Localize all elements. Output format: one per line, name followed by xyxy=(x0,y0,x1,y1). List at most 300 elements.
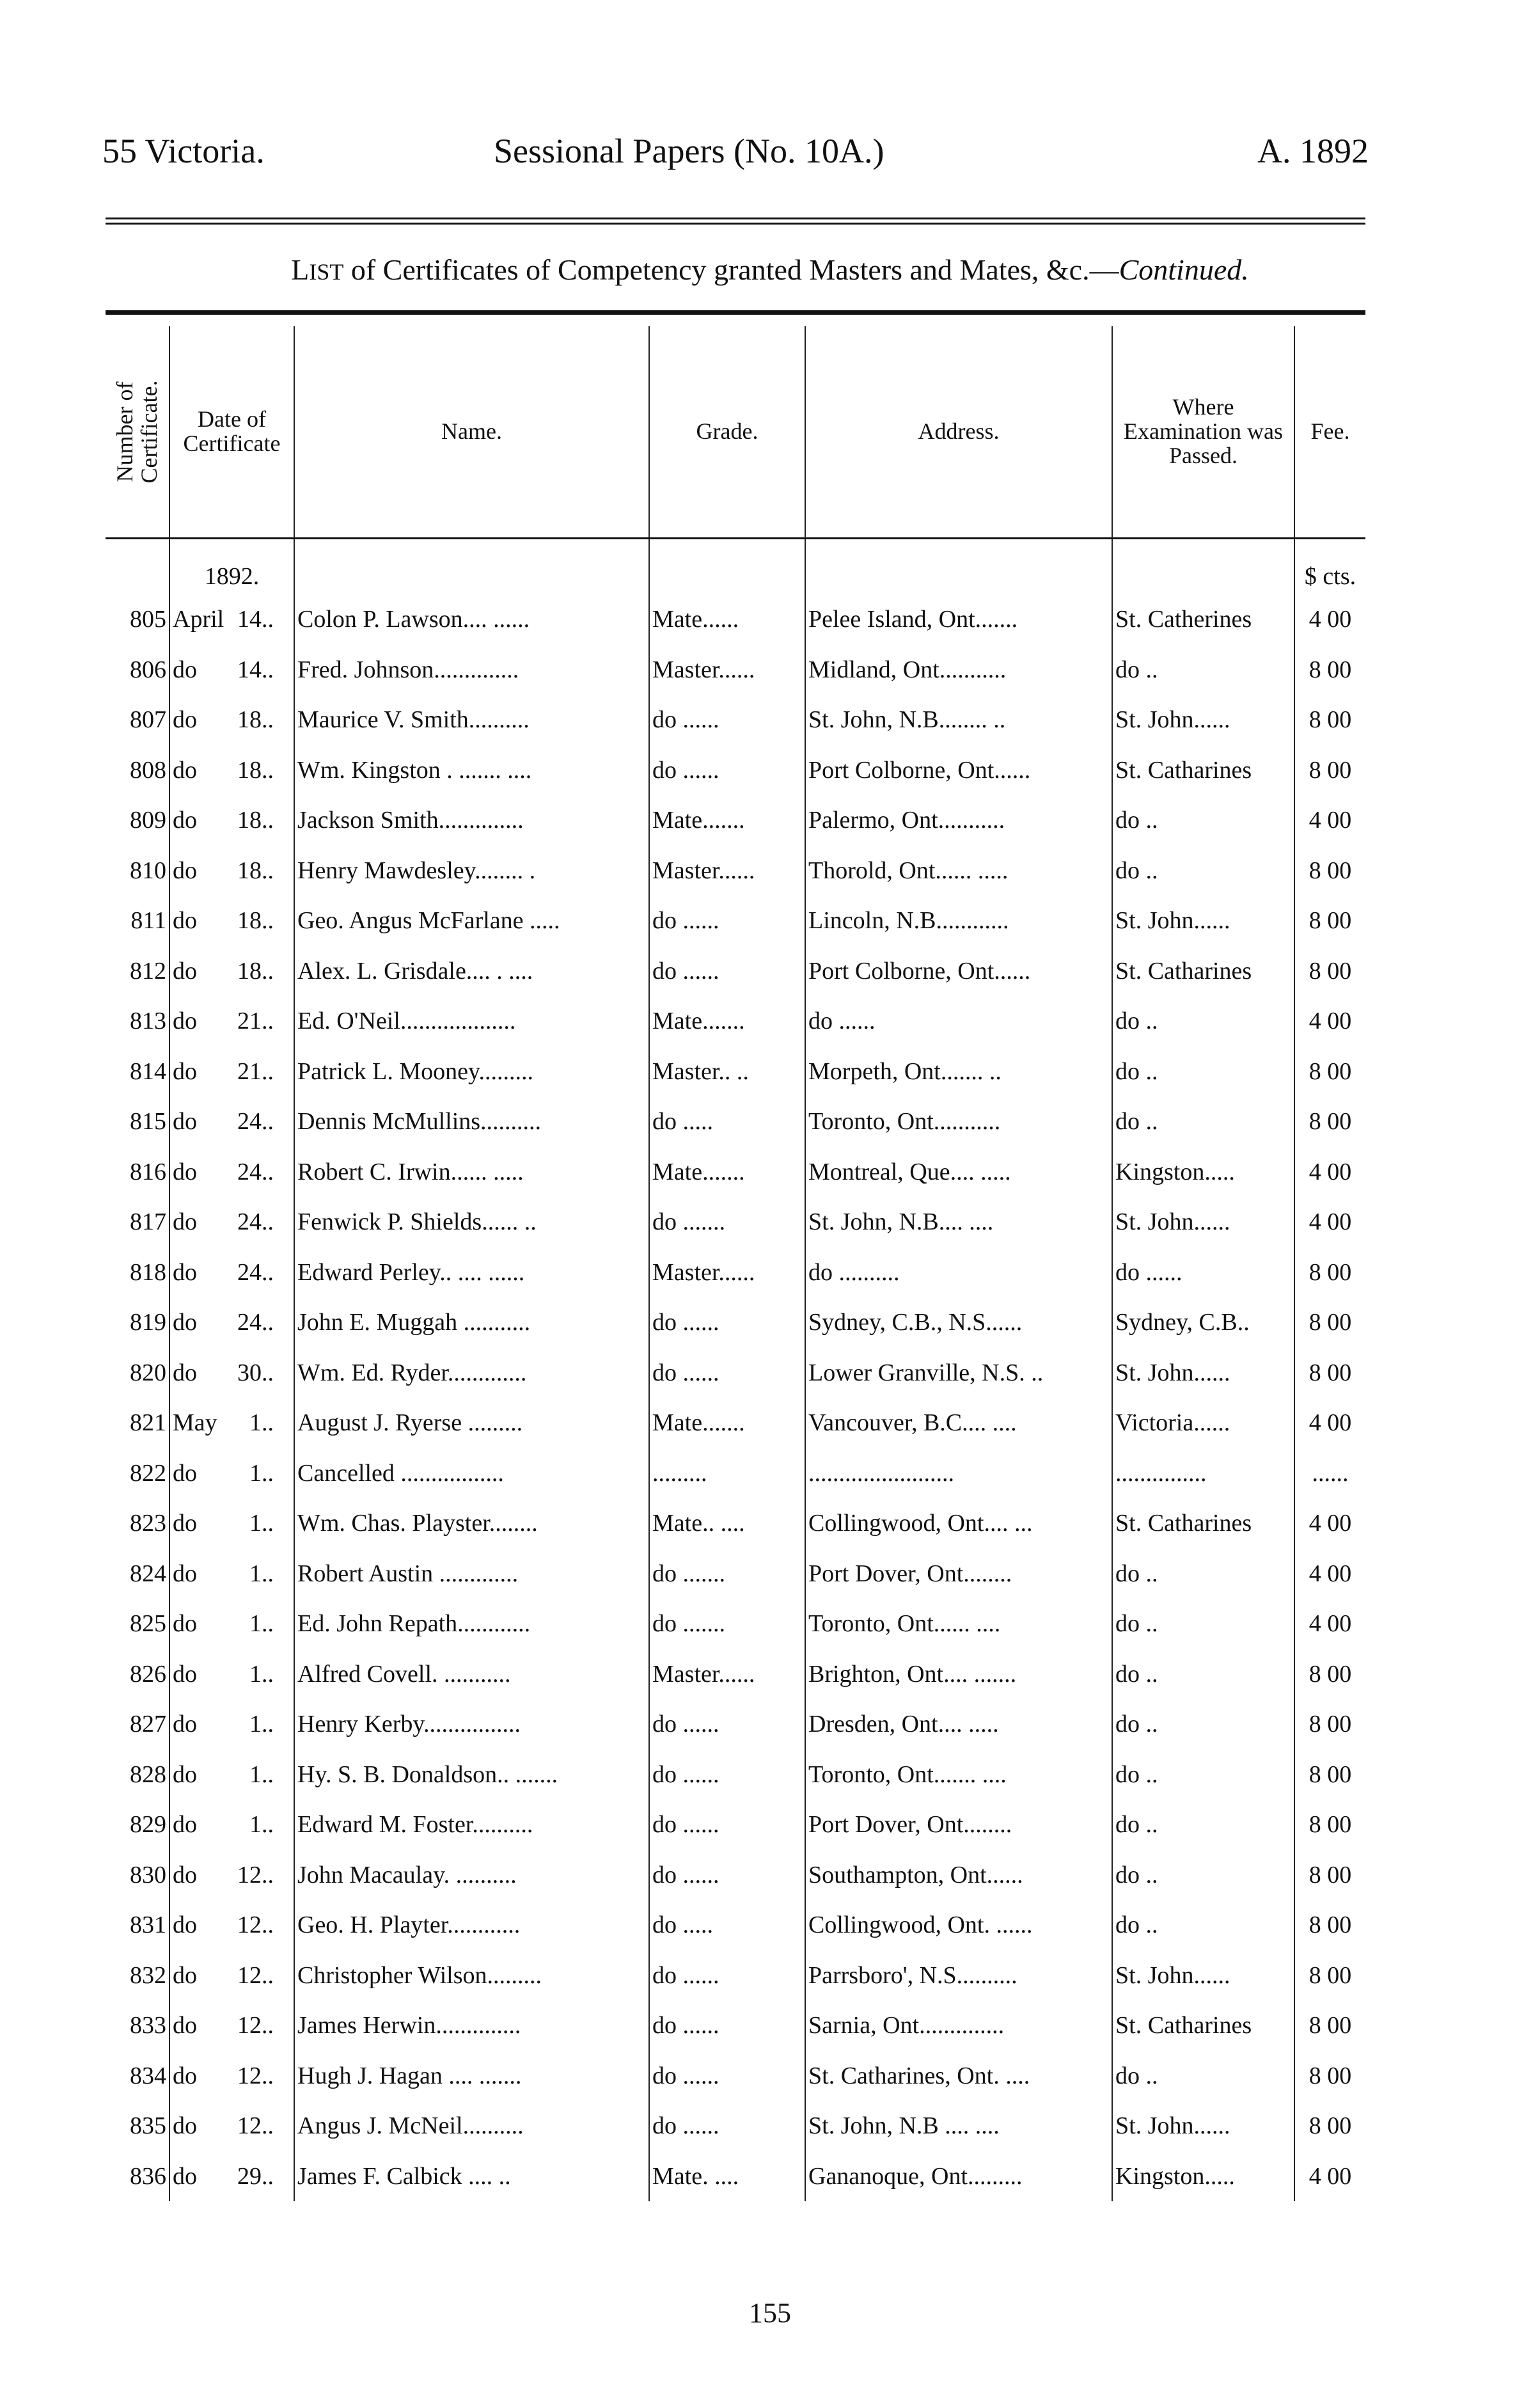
where-passed-cell: St. Catharines xyxy=(1112,745,1294,796)
address-cell: Pelee Island, Ont....... xyxy=(805,594,1112,645)
year-label: 1892. xyxy=(169,539,294,595)
grade-cell: do ...... xyxy=(649,1297,805,1348)
date-month: May xyxy=(173,1409,217,1437)
date-day: 30.. xyxy=(237,1359,274,1386)
date-month: do xyxy=(173,1108,197,1136)
date-day: 18.. xyxy=(237,706,274,734)
address-cell: Thorold, Ont...... ..... xyxy=(805,846,1112,896)
date-cell xyxy=(169,1900,294,1951)
grade-cell: ......... xyxy=(649,1448,805,1499)
date-cell xyxy=(169,946,294,997)
date-cell xyxy=(169,1398,294,1448)
publication-title: Sessional Papers (No. 10A.) xyxy=(494,132,884,170)
col-header-fee: Fee. xyxy=(1294,326,1365,539)
cert-number-cell: 816 xyxy=(130,1158,166,1185)
name-cell: Ed. John Repath............ xyxy=(294,1599,649,1649)
date-month: do xyxy=(173,857,197,884)
name-cell: August J. Ryerse ......... xyxy=(294,1398,649,1448)
where-passed-cell: Sydney, C.B.. xyxy=(1112,1297,1294,1348)
table-row xyxy=(106,1699,1365,1750)
date-day: 18.. xyxy=(237,857,274,884)
certificates-table xyxy=(106,326,1365,2201)
name-cell: Edward M. Foster.......... xyxy=(294,1800,649,1850)
fee-cell: 8 00 xyxy=(1294,1047,1365,1097)
date-cell xyxy=(169,1448,294,1499)
grade-cell: do ...... xyxy=(649,745,805,796)
where-passed-cell: St. John...... xyxy=(1112,1951,1294,2001)
date-day: 18.. xyxy=(237,807,274,834)
fee-cell: 8 00 xyxy=(1294,946,1365,997)
date-day: 12.. xyxy=(237,1861,274,1888)
date-cell xyxy=(169,1297,294,1348)
date-cell xyxy=(169,1247,294,1298)
cert-number-cell: 808 xyxy=(130,756,166,784)
fee-cell: 8 00 xyxy=(1294,2000,1365,2051)
fee-cell: 8 00 xyxy=(1294,1348,1365,1398)
cert-number-cell: 811 xyxy=(130,907,166,935)
col-header-where: Where Examination was Passed. xyxy=(1112,326,1294,539)
name-cell: Geo. Angus McFarlane ..... xyxy=(294,896,649,946)
grade-cell: do ...... xyxy=(649,1951,805,2001)
name-cell: John Macaulay. .......... xyxy=(294,1850,649,1901)
fee-cell: 4 00 xyxy=(1294,1197,1365,1247)
date-cell xyxy=(169,2101,294,2151)
col-header-grade: Grade. xyxy=(649,326,805,539)
fee-cell: 8 00 xyxy=(1294,1850,1365,1901)
where-passed-cell: St. Catharines xyxy=(1112,946,1294,997)
session-label: 55 Victoria. xyxy=(102,132,265,170)
grade-cell: do ....... xyxy=(649,1197,805,1247)
name-cell: James Herwin.............. xyxy=(294,2000,649,2051)
cert-number-cell: 805 xyxy=(130,606,166,633)
grade-cell: Master...... xyxy=(649,1247,805,1298)
address-cell: Port Colborne, Ont...... xyxy=(805,946,1112,997)
grade-cell: do ...... xyxy=(649,1800,805,1850)
date-day: 1.. xyxy=(249,1560,274,1587)
date-month: do xyxy=(173,656,197,683)
name-cell: Hugh J. Hagan .... ....... xyxy=(294,2051,649,2101)
fee-cell: 8 00 xyxy=(1294,2101,1365,2151)
name-cell: Wm. Ed. Ryder............. xyxy=(294,1348,649,1398)
date-day: 12.. xyxy=(237,1961,274,1989)
grade-cell: do ...... xyxy=(649,2000,805,2051)
date-month: do xyxy=(173,807,197,834)
cert-number-cell: 810 xyxy=(130,857,166,884)
grade-cell: Mate....... xyxy=(649,795,805,846)
where-passed-cell: St. John...... xyxy=(1112,2101,1294,2151)
date-month: do xyxy=(173,1761,197,1788)
table-row xyxy=(106,1800,1365,1850)
date-day: 1.. xyxy=(249,1761,274,1788)
where-passed-cell: do ...... xyxy=(1112,1247,1294,1298)
address-cell: ........................ xyxy=(805,1448,1112,1499)
address-cell: Lower Granville, N.S. .. xyxy=(805,1348,1112,1398)
grade-cell: do ....... xyxy=(649,1599,805,1649)
date-cell xyxy=(169,2151,294,2202)
where-passed-cell: Victoria...... xyxy=(1112,1398,1294,1448)
fee-cell: ...... xyxy=(1294,1448,1365,1499)
date-day: 1.. xyxy=(249,1660,274,1688)
date-month: do xyxy=(173,1258,197,1286)
date-day: 12.. xyxy=(237,2112,274,2140)
header-rule-top xyxy=(106,218,1365,219)
date-cell xyxy=(169,996,294,1047)
grade-cell: Mate.. .... xyxy=(649,1498,805,1549)
address-cell: Toronto, Ont....... .... xyxy=(805,1750,1112,1800)
address-cell: Port Dover, Ont........ xyxy=(805,1549,1112,1599)
address-cell: Morpeth, Ont....... .. xyxy=(805,1047,1112,1097)
fee-cell: 4 00 xyxy=(1294,1498,1365,1549)
table-row xyxy=(106,946,1365,997)
year-row xyxy=(106,539,1365,595)
page-number: 155 xyxy=(749,2297,791,2329)
cert-number-cell: 830 xyxy=(130,1861,166,1888)
address-cell: St. John, N.B .... .... xyxy=(805,2101,1112,2151)
date-day: 14.. xyxy=(237,606,274,633)
fee-cell: 8 00 xyxy=(1294,745,1365,796)
list-heading: LIST of Certificates of Competency granted Masters and Mates, &c.—Continued. xyxy=(291,253,1249,286)
name-cell: Jackson Smith.............. xyxy=(294,795,649,846)
name-cell: John E. Muggah ........... xyxy=(294,1297,649,1348)
cert-number-cell: 806 xyxy=(130,656,166,683)
address-cell: Sarnia, Ont.............. xyxy=(805,2000,1112,2051)
cert-number-cell: 827 xyxy=(130,1711,166,1738)
address-cell: Lincoln, N.B............ xyxy=(805,896,1112,946)
cert-number-cell: 817 xyxy=(130,1208,166,1236)
cert-number-cell: 814 xyxy=(130,1057,166,1085)
date-cell xyxy=(169,1750,294,1800)
table-row xyxy=(106,1297,1365,1348)
date-month: do xyxy=(173,1510,197,1537)
date-day: 1.. xyxy=(249,1459,274,1487)
where-passed-cell: St. John...... xyxy=(1112,896,1294,946)
name-cell: Robert C. Irwin...... ..... xyxy=(294,1147,649,1198)
where-passed-cell: do .. xyxy=(1112,1649,1294,1700)
grade-cell: do ...... xyxy=(649,946,805,997)
address-cell: St. John, N.B.... .... xyxy=(805,1197,1112,1247)
where-passed-cell: do .. xyxy=(1112,1850,1294,1901)
table-row xyxy=(106,846,1365,896)
where-passed-cell: do .. xyxy=(1112,1549,1294,1599)
fee-cell: 8 00 xyxy=(1294,1900,1365,1951)
address-cell: Dresden, Ont.... ..... xyxy=(805,1699,1112,1750)
name-cell: Wm. Chas. Playster........ xyxy=(294,1498,649,1549)
fee-cell: 8 00 xyxy=(1294,1750,1365,1800)
grade-cell: do ...... xyxy=(649,1750,805,1800)
name-cell: Fred. Johnson.............. xyxy=(294,645,649,695)
date-cell xyxy=(169,1197,294,1247)
address-cell: Sydney, C.B., N.S...... xyxy=(805,1297,1112,1348)
grade-cell: do ...... xyxy=(649,896,805,946)
cert-number-cell: 812 xyxy=(130,957,166,985)
cert-number-cell: 822 xyxy=(130,1459,166,1487)
cert-number-cell: 828 xyxy=(130,1761,166,1788)
date-day: 21.. xyxy=(237,1057,274,1085)
table-row xyxy=(106,996,1365,1047)
fee-cell: 8 00 xyxy=(1294,1649,1365,1700)
table-row xyxy=(106,795,1365,846)
table-row xyxy=(106,1247,1365,1298)
table-row xyxy=(106,1448,1365,1499)
where-passed-cell: do .. xyxy=(1112,2051,1294,2101)
date-day: 18.. xyxy=(237,957,274,985)
grade-cell: Master.. .. xyxy=(649,1047,805,1097)
grade-cell: do ....... xyxy=(649,1549,805,1599)
grade-cell: do ...... xyxy=(649,1850,805,1901)
fee-cell: 8 00 xyxy=(1294,846,1365,896)
date-month: do xyxy=(173,957,197,985)
table-row xyxy=(106,1900,1365,1951)
where-passed-cell: do .. xyxy=(1112,1699,1294,1750)
year-label: A. 1892 xyxy=(1257,132,1369,170)
address-cell: Midland, Ont........... xyxy=(805,645,1112,695)
table-row xyxy=(106,1649,1365,1700)
table-row xyxy=(106,2151,1365,2202)
date-day: 24.. xyxy=(237,1108,274,1136)
grade-cell: Mate....... xyxy=(649,1147,805,1198)
cert-number-cell: 834 xyxy=(130,2062,166,2089)
date-cell xyxy=(169,1348,294,1398)
date-cell xyxy=(169,2000,294,2051)
where-passed-cell: do .. xyxy=(1112,795,1294,846)
table-row xyxy=(106,1951,1365,2001)
date-cell xyxy=(169,1699,294,1750)
grade-cell: do ...... xyxy=(649,1348,805,1398)
fee-cell: 4 00 xyxy=(1294,996,1365,1047)
fee-cell: 8 00 xyxy=(1294,1699,1365,1750)
date-month: do xyxy=(173,1208,197,1236)
table-row xyxy=(106,1750,1365,1800)
table-row xyxy=(106,695,1365,745)
date-month: do xyxy=(173,1008,197,1035)
table-row xyxy=(106,896,1365,946)
cert-number-cell: 823 xyxy=(130,1510,166,1537)
date-day: 18.. xyxy=(237,756,274,784)
date-day: 14.. xyxy=(237,656,274,683)
name-cell: Cancelled ................. xyxy=(294,1448,649,1499)
where-passed-cell: do .. xyxy=(1112,1750,1294,1800)
name-cell: Robert Austin ............. xyxy=(294,1549,649,1599)
where-passed-cell: St. Catherines xyxy=(1112,594,1294,645)
date-cell xyxy=(169,1498,294,1549)
fee-cell: 4 00 xyxy=(1294,2151,1365,2202)
date-cell xyxy=(169,1147,294,1198)
name-cell: Henry Mawdesley........ . xyxy=(294,846,649,896)
date-month: do xyxy=(173,1309,197,1336)
table-row xyxy=(106,1348,1365,1398)
fee-cell: 8 00 xyxy=(1294,1800,1365,1850)
date-day: 18.. xyxy=(237,907,274,935)
cert-number-cell: 819 xyxy=(130,1309,166,1336)
date-day: 1.. xyxy=(249,1711,274,1738)
grade-cell: Mate....... xyxy=(649,1398,805,1448)
name-cell: Patrick L. Mooney......... xyxy=(294,1047,649,1097)
date-month: do xyxy=(173,1811,197,1839)
header-rule-bottom xyxy=(106,223,1365,225)
table-row xyxy=(106,1850,1365,1901)
date-cell xyxy=(169,896,294,946)
fee-cell: 8 00 xyxy=(1294,896,1365,946)
name-cell: Alex. L. Grisdale.... . .... xyxy=(294,946,649,997)
date-day: 24.. xyxy=(237,1309,274,1336)
date-day: 1.. xyxy=(249,1510,274,1537)
address-cell: Brighton, Ont.... ....... xyxy=(805,1649,1112,1700)
table-row xyxy=(106,1498,1365,1549)
cert-number-cell: 826 xyxy=(130,1660,166,1688)
fee-cell: 4 00 xyxy=(1294,1147,1365,1198)
date-day: 12.. xyxy=(237,2062,274,2089)
date-day: 1.. xyxy=(249,1409,274,1437)
where-passed-cell: do .. xyxy=(1112,645,1294,695)
date-day: 21.. xyxy=(237,1008,274,1035)
grade-cell: do ...... xyxy=(649,2051,805,2101)
date-day: 1.. xyxy=(249,1811,274,1839)
table-row xyxy=(106,1197,1365,1247)
name-cell: Wm. Kingston . ....... .... xyxy=(294,745,649,796)
where-passed-cell: Kingston..... xyxy=(1112,1147,1294,1198)
address-cell: Toronto, Ont........... xyxy=(805,1096,1112,1147)
where-passed-cell: do .. xyxy=(1112,1047,1294,1097)
cert-number-cell: 832 xyxy=(130,1961,166,1989)
date-month: do xyxy=(173,2062,197,2089)
grade-cell: do ..... xyxy=(649,1900,805,1951)
cert-number-cell: 836 xyxy=(130,2162,166,2190)
date-month: do xyxy=(173,1057,197,1085)
where-passed-cell: do .. xyxy=(1112,846,1294,896)
date-cell xyxy=(169,1096,294,1147)
address-cell: do .......... xyxy=(805,1247,1112,1298)
where-passed-cell: St. Catharines xyxy=(1112,2000,1294,2051)
grade-cell: do ...... xyxy=(649,1699,805,1750)
date-month: do xyxy=(173,907,197,935)
name-cell: Ed. O'Neil................... xyxy=(294,996,649,1047)
cert-number-cell: 829 xyxy=(130,1811,166,1839)
fee-cell: 8 00 xyxy=(1294,645,1365,695)
cert-number-cell: 820 xyxy=(130,1359,166,1386)
address-cell: St. John, N.B........ .. xyxy=(805,695,1112,745)
name-cell: Geo. H. Playter............ xyxy=(294,1900,649,1951)
table-row xyxy=(106,2000,1365,2051)
table-row xyxy=(106,2051,1365,2101)
name-cell: Edward Perley.. .... ...... xyxy=(294,1247,649,1298)
date-cell xyxy=(169,1047,294,1097)
date-month: do xyxy=(173,1961,197,1989)
grade-cell: Master...... xyxy=(649,645,805,695)
name-cell: Hy. S. B. Donaldson.. ....... xyxy=(294,1750,649,1800)
address-cell: Parrsboro', N.S.......... xyxy=(805,1951,1112,2001)
address-cell: Palermo, Ont........... xyxy=(805,795,1112,846)
address-cell: Port Dover, Ont........ xyxy=(805,1800,1112,1850)
grade-cell: do ..... xyxy=(649,1096,805,1147)
where-passed-cell: do .. xyxy=(1112,1800,1294,1850)
date-month: do xyxy=(173,1660,197,1688)
col-header-date: Date of Certificate xyxy=(169,326,294,539)
where-passed-cell: do .. xyxy=(1112,996,1294,1047)
where-passed-cell: do .. xyxy=(1112,1599,1294,1649)
fee-cell: 4 00 xyxy=(1294,1398,1365,1448)
cert-number-cell: 833 xyxy=(130,2012,166,2039)
col-header-name: Name. xyxy=(294,326,649,539)
table-row xyxy=(106,1398,1365,1448)
cert-number-cell: 825 xyxy=(130,1610,166,1638)
address-cell: Port Colborne, Ont...... xyxy=(805,745,1112,796)
date-month: do xyxy=(173,1158,197,1185)
grade-cell: Master...... xyxy=(649,846,805,896)
table-row xyxy=(106,745,1365,796)
fee-cell: 8 00 xyxy=(1294,1951,1365,2001)
date-cell xyxy=(169,594,294,645)
name-cell: Maurice V. Smith.......... xyxy=(294,695,649,745)
address-cell: Montreal, Que.... ..... xyxy=(805,1147,1112,1198)
date-month: do xyxy=(173,1359,197,1386)
date-cell xyxy=(169,1800,294,1850)
cert-number-cell: 809 xyxy=(130,807,166,834)
address-cell: do ...... xyxy=(805,996,1112,1047)
grade-cell: do ...... xyxy=(649,2101,805,2151)
name-cell: Angus J. McNeil.......... xyxy=(294,2101,649,2151)
fee-cell: 8 00 xyxy=(1294,695,1365,745)
name-cell: James F. Calbick .... .. xyxy=(294,2151,649,2202)
date-cell xyxy=(169,1649,294,1700)
where-passed-cell: St. Catharines xyxy=(1112,1498,1294,1549)
fee-cell: 8 00 xyxy=(1294,2051,1365,2101)
date-cell xyxy=(169,745,294,796)
table-row xyxy=(106,1549,1365,1599)
fee-cell: 4 00 xyxy=(1294,1549,1365,1599)
cert-number-cell: 831 xyxy=(130,1911,166,1939)
where-passed-cell: ............... xyxy=(1112,1448,1294,1499)
cert-number-cell: 807 xyxy=(130,706,166,734)
address-cell: Southampton, Ont...... xyxy=(805,1850,1112,1901)
cert-number-cell: 815 xyxy=(130,1108,166,1136)
grade-cell: Mate...... xyxy=(649,594,805,645)
fee-cell: 4 00 xyxy=(1294,594,1365,645)
address-cell: Vancouver, B.C.... .... xyxy=(805,1398,1112,1448)
date-month: do xyxy=(173,1610,197,1638)
date-month: do xyxy=(173,1459,197,1487)
column-header-row xyxy=(106,326,1365,539)
table-row xyxy=(106,1147,1365,1198)
date-month: April xyxy=(173,606,224,633)
date-cell xyxy=(169,795,294,846)
fee-cell: 8 00 xyxy=(1294,1297,1365,1348)
table-row xyxy=(106,594,1365,645)
fee-cell: 8 00 xyxy=(1294,1096,1365,1147)
date-cell xyxy=(169,1850,294,1901)
cert-number-cell: 821 xyxy=(130,1409,166,1437)
date-month: do xyxy=(173,1560,197,1587)
date-month: do xyxy=(173,1861,197,1888)
fee-cell: 4 00 xyxy=(1294,1599,1365,1649)
date-cell xyxy=(169,2051,294,2101)
date-cell xyxy=(169,1549,294,1599)
grade-cell: Mate. .... xyxy=(649,2151,805,2202)
date-cell xyxy=(169,1599,294,1649)
running-head xyxy=(102,131,1369,176)
table-row xyxy=(106,1599,1365,1649)
where-passed-cell: Kingston..... xyxy=(1112,2151,1294,2202)
name-cell: Christopher Wilson......... xyxy=(294,1951,649,2001)
date-month: do xyxy=(173,2112,197,2140)
table-row xyxy=(106,2101,1365,2151)
where-passed-cell: St. John...... xyxy=(1112,1197,1294,1247)
fee-cell: 4 00 xyxy=(1294,795,1365,846)
fee-unit-label: $ cts. xyxy=(1294,539,1365,595)
cert-number-cell: 824 xyxy=(130,1560,166,1587)
date-day: 24.. xyxy=(237,1208,274,1236)
date-day: 12.. xyxy=(237,2012,274,2039)
date-month: do xyxy=(173,2162,197,2190)
